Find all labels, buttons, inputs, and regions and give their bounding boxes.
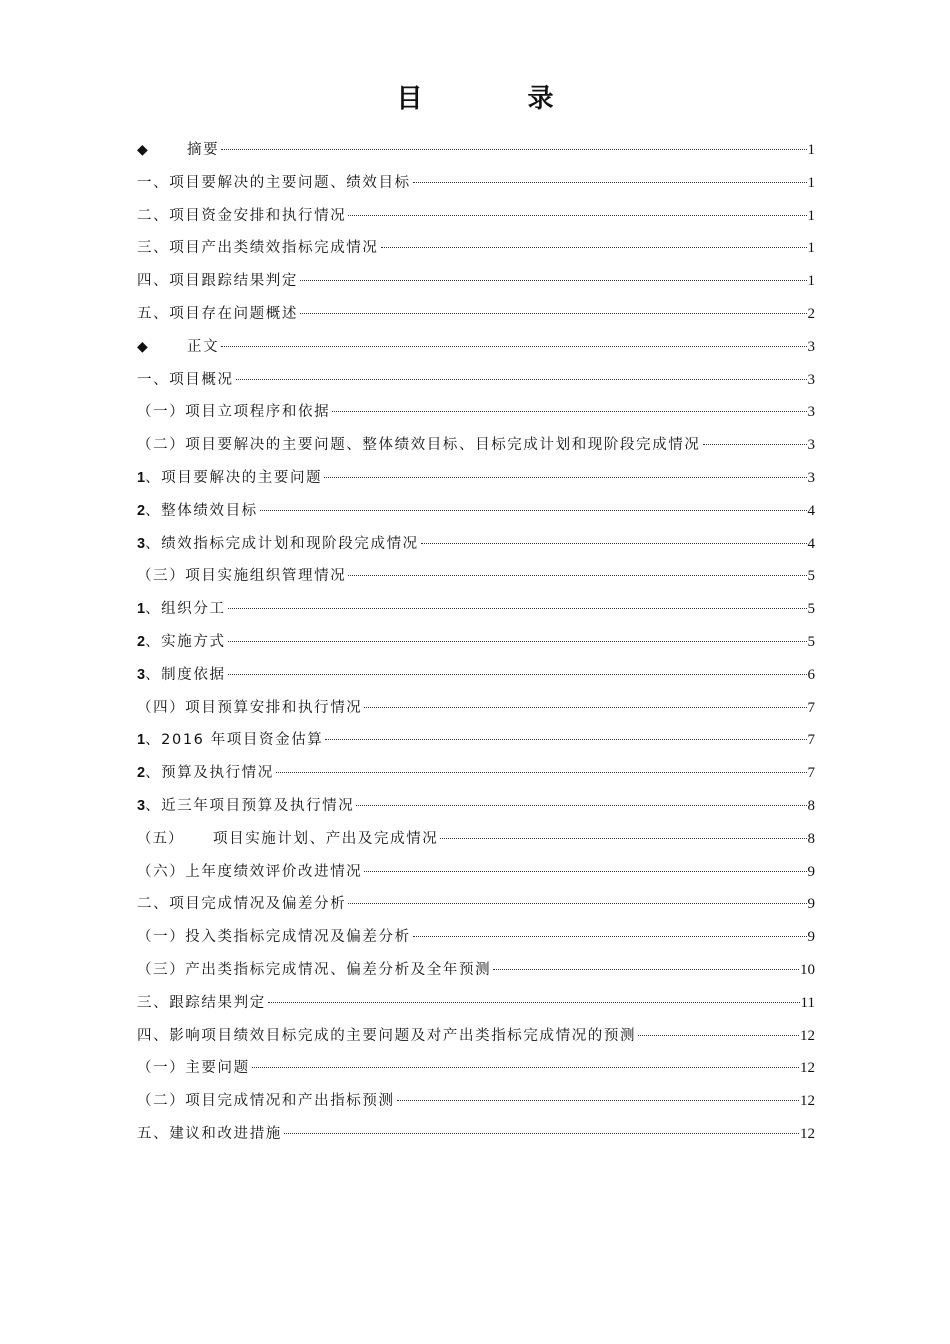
toc-entry-number: （五）: [137, 830, 184, 847]
toc-entry-number: 1: [137, 732, 146, 749]
diamond-bullet-icon: ◆: [137, 142, 148, 158]
dot-leader: [221, 149, 806, 150]
dot-leader: [421, 543, 807, 544]
toc-page-number: 3: [807, 469, 815, 486]
toc-page-number: 12: [800, 1060, 815, 1077]
dot-leader: [284, 1133, 799, 1134]
toc-page-number: 6: [807, 666, 815, 683]
toc-entry-text: 项目实施计划、产出及完成情况: [213, 830, 439, 847]
toc-entry-text: 、预算及执行情况: [145, 765, 274, 782]
toc-entry-text: 、项目要解决的主要问题: [145, 469, 323, 486]
toc-entry-label: [137, 825, 438, 853]
toc-entry-text: 、近三年项目预算及执行情况: [145, 797, 355, 814]
dot-leader: [300, 280, 807, 281]
dot-leader: [364, 871, 806, 872]
dot-leader: [276, 772, 807, 773]
dot-leader: [413, 182, 807, 183]
toc-entry-text: 四、项目跟踪结果判定: [137, 273, 298, 290]
table-of-contents: [137, 136, 815, 1153]
toc-entry-label: [137, 464, 322, 492]
toc-entry-text: 、2016 年项目资金估算: [145, 732, 324, 749]
toc-entry[interactable]: [137, 202, 815, 235]
toc-entry-text: 、组织分工: [145, 601, 226, 618]
toc-entry-text: （三）产出类指标完成情况、偏差分析及全年预测: [137, 961, 492, 978]
toc-page-number: 1: [807, 207, 815, 224]
toc-entry[interactable]: [137, 530, 815, 563]
toc-entry-label: [137, 661, 226, 689]
toc-entry-text: 二、项目资金安排和执行情况: [137, 207, 347, 224]
toc-entry[interactable]: [137, 694, 815, 727]
toc-entry[interactable]: [137, 562, 815, 595]
dot-leader: [332, 411, 806, 412]
toc-entry[interactable]: [137, 1022, 815, 1055]
toc-entry[interactable]: [137, 431, 815, 464]
toc-entry[interactable]: [137, 398, 815, 431]
toc-entry-text: 摘要: [187, 142, 220, 158]
toc-entry-text: 一、项目要解决的主要问题、绩效目标: [137, 174, 411, 191]
toc-page-number: 3: [807, 338, 815, 355]
toc-entry-text: 五、项目存在问题概述: [137, 305, 298, 322]
dot-leader: [324, 477, 806, 478]
toc-page-number: 12: [800, 1027, 815, 1044]
toc-entry[interactable]: [137, 890, 815, 923]
toc-page-number: 11: [800, 994, 815, 1011]
toc-title: 目 录: [396, 84, 602, 114]
dot-leader: [252, 1067, 799, 1068]
dot-leader: [440, 838, 806, 839]
toc-entry-text: （二）项目要解决的主要问题、整体绩效目标、目标完成计划和现阶段完成情况: [137, 437, 701, 454]
toc-entry-text: 、实施方式: [145, 633, 226, 650]
toc-entry[interactable]: [137, 989, 815, 1022]
diamond-bullet-icon: ◆: [137, 338, 148, 355]
toc-entry-text: （一）投入类指标完成情况及偏差分析: [137, 929, 411, 946]
toc-entry-label: [137, 333, 219, 361]
toc-entry-text: 正文: [187, 338, 220, 355]
toc-entry[interactable]: [137, 333, 815, 366]
dot-leader: [348, 575, 806, 576]
toc-entry[interactable]: [137, 595, 815, 628]
toc-entry-text: （四）项目预算安排和执行情况: [137, 699, 363, 716]
dot-leader: [348, 903, 806, 904]
toc-entry[interactable]: [137, 792, 815, 825]
dot-leader: [300, 313, 807, 314]
dot-leader: [268, 1002, 800, 1003]
toc-page-number: 1: [807, 240, 815, 257]
toc-entry[interactable]: [137, 136, 815, 169]
toc-entry-number: 2: [137, 502, 146, 519]
toc-entry[interactable]: [137, 726, 815, 759]
toc-entry-text: （六）上年度绩效评价改进情况: [137, 863, 363, 880]
toc-page-number: 12: [800, 1125, 815, 1142]
toc-page-number: 3: [807, 371, 815, 388]
toc-page-number: 1: [807, 142, 815, 158]
dot-leader: [221, 346, 806, 347]
toc-entry[interactable]: [137, 858, 815, 891]
dot-leader: [228, 608, 807, 609]
toc-entry-text: 五、建议和改进措施: [137, 1125, 282, 1142]
toc-entry-label: [137, 628, 226, 656]
dot-leader: [381, 247, 807, 248]
toc-entry-label: [137, 530, 419, 558]
toc-page-number: 1: [807, 273, 815, 290]
toc-page-number: 2: [807, 305, 815, 322]
toc-page-number: 5: [807, 633, 815, 650]
dot-leader: [703, 444, 807, 445]
dot-leader: [364, 707, 806, 708]
toc-entry-text: 四、影响项目绩效目标完成的主要问题及对产出类指标完成情况的预测: [137, 1027, 637, 1044]
toc-page-number: 9: [807, 929, 815, 946]
toc-page-number: 3: [807, 404, 815, 421]
toc-entry[interactable]: [137, 300, 815, 333]
toc-entry-text: 、制度依据: [145, 666, 226, 683]
toc-entry[interactable]: [137, 628, 815, 661]
toc-page-number: 3: [807, 437, 815, 454]
toc-entry[interactable]: [137, 464, 815, 497]
toc-entry-text: （一）项目立项程序和依据: [137, 404, 331, 421]
toc-entry[interactable]: [137, 825, 815, 858]
toc-page-number: 12: [800, 1093, 815, 1110]
toc-page-number: 4: [807, 535, 815, 552]
toc-entry-number: 2: [137, 765, 146, 782]
toc-entry[interactable]: [137, 956, 815, 989]
toc-page-number: 1: [807, 174, 815, 191]
toc-page-number: 10: [800, 961, 815, 978]
toc-entry-number: 3: [137, 535, 146, 552]
dot-leader: [356, 805, 806, 806]
toc-page-number: 5: [807, 568, 815, 585]
dot-leader: [228, 641, 807, 642]
toc-page-number: 9: [807, 896, 815, 913]
toc-entry-number: 3: [137, 666, 146, 683]
toc-page-number: 7: [807, 699, 815, 716]
toc-entry-text: （三）项目实施组织管理情况: [137, 568, 347, 585]
dot-leader: [325, 739, 806, 740]
dot-leader: [413, 936, 807, 937]
toc-entry-text: 三、跟踪结果判定: [137, 994, 266, 1011]
toc-entry-label: [137, 792, 354, 820]
toc-page-number: 7: [807, 765, 815, 782]
toc-entry[interactable]: [137, 267, 815, 300]
toc-entry[interactable]: [137, 661, 815, 694]
toc-entry-text: （二）项目完成情况和产出指标预测: [137, 1093, 395, 1110]
toc-page-number: 9: [807, 863, 815, 880]
dot-leader: [236, 379, 807, 380]
toc-entry-text: 三、项目产出类绩效指标完成情况: [137, 240, 379, 257]
toc-page-number: 8: [807, 797, 815, 814]
dot-leader: [638, 1035, 799, 1036]
dot-leader: [260, 510, 807, 511]
toc-entry[interactable]: [137, 169, 815, 202]
toc-entry[interactable]: [137, 1054, 815, 1087]
toc-entry-text: 一、项目概况: [137, 371, 234, 388]
toc-entry-text: （一）主要问题: [137, 1060, 250, 1077]
toc-entry-label: [137, 595, 226, 623]
toc-entry-text: 二、项目完成情况及偏差分析: [137, 896, 347, 913]
toc-page-number: 7: [807, 732, 815, 749]
toc-entry-number: 1: [137, 601, 146, 618]
toc-entry-number: 3: [137, 797, 146, 814]
dot-leader: [228, 674, 807, 675]
toc-entry[interactable]: [137, 1120, 815, 1153]
toc-entry-label: [137, 497, 258, 525]
toc-entry[interactable]: [137, 234, 815, 267]
toc-page-number: 8: [807, 830, 815, 847]
dot-leader: [397, 1100, 799, 1101]
dot-leader: [493, 969, 799, 970]
toc-entry[interactable]: [137, 759, 815, 792]
toc-entry-text: 、整体绩效目标: [145, 502, 258, 519]
toc-entry-number: 1: [137, 469, 146, 486]
toc-entry[interactable]: [137, 1087, 815, 1120]
toc-entry-label: [137, 759, 274, 787]
toc-entry-label: [137, 136, 219, 164]
toc-page-number: 5: [807, 601, 815, 618]
toc-page-number: 4: [807, 502, 815, 519]
toc-entry[interactable]: [137, 366, 815, 399]
toc-entry[interactable]: [137, 497, 815, 530]
dot-leader: [348, 215, 806, 216]
toc-entry-label: [137, 726, 323, 754]
toc-entry-text: 、绩效指标完成计划和现阶段完成情况: [145, 535, 419, 552]
toc-entry[interactable]: [137, 923, 815, 956]
toc-entry-number: 2: [137, 633, 146, 650]
